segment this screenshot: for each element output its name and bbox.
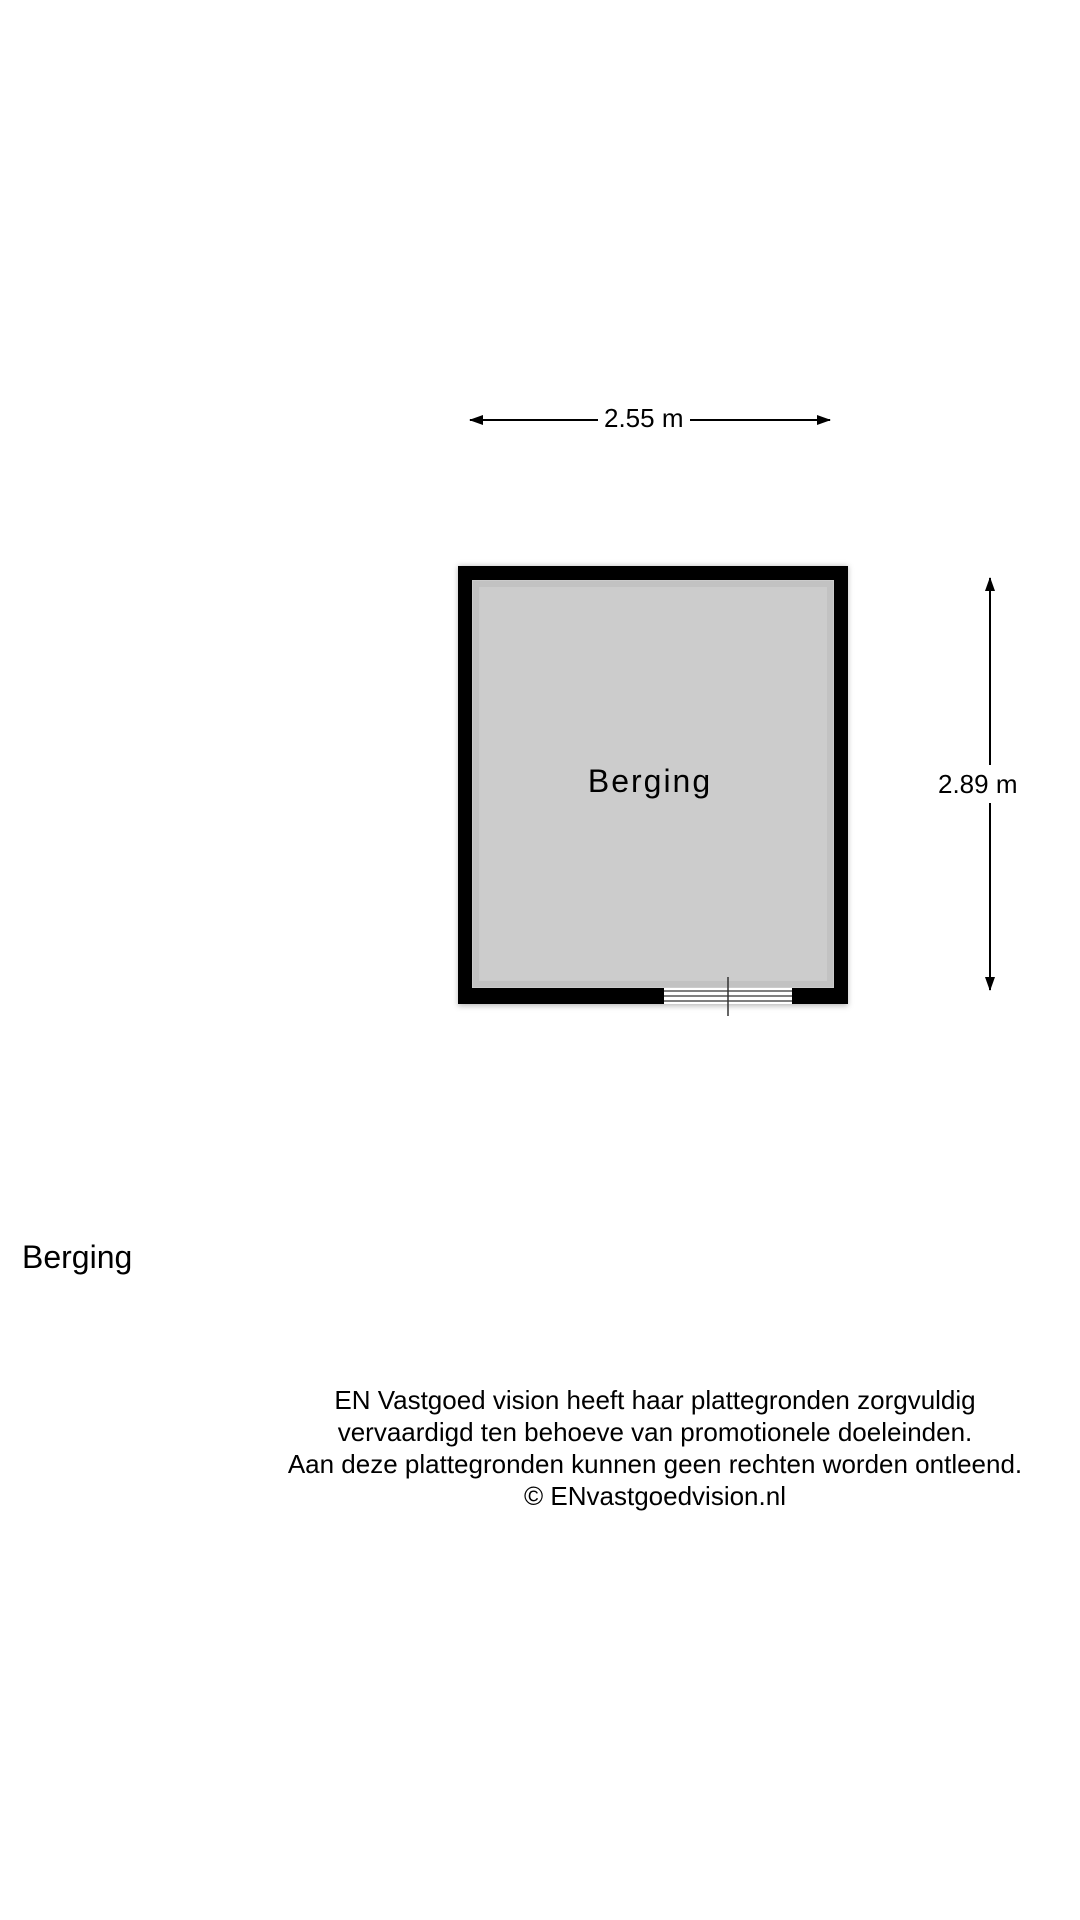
depth-dimension-label: 2.89 m — [938, 765, 1018, 803]
disclaimer-line: EN Vastgoed vision heeft haar plattegronden zorgvuldig — [334, 1385, 976, 1415]
disclaimer — [240, 1384, 1070, 1512]
disclaimer-line: vervaardigd ten behoeve van promotionele doeleinden. — [337, 1417, 973, 1447]
floor-title: Berging — [22, 1239, 133, 1275]
width-dimension-label: 2.55 m — [598, 403, 690, 433]
room-label: Berging — [587, 763, 713, 799]
copyright-line: © ENvastgoedvision.nl — [524, 1481, 786, 1511]
disclaimer-line: Aan deze plattegronden kunnen geen rechten worden ontleend. — [287, 1449, 1023, 1479]
